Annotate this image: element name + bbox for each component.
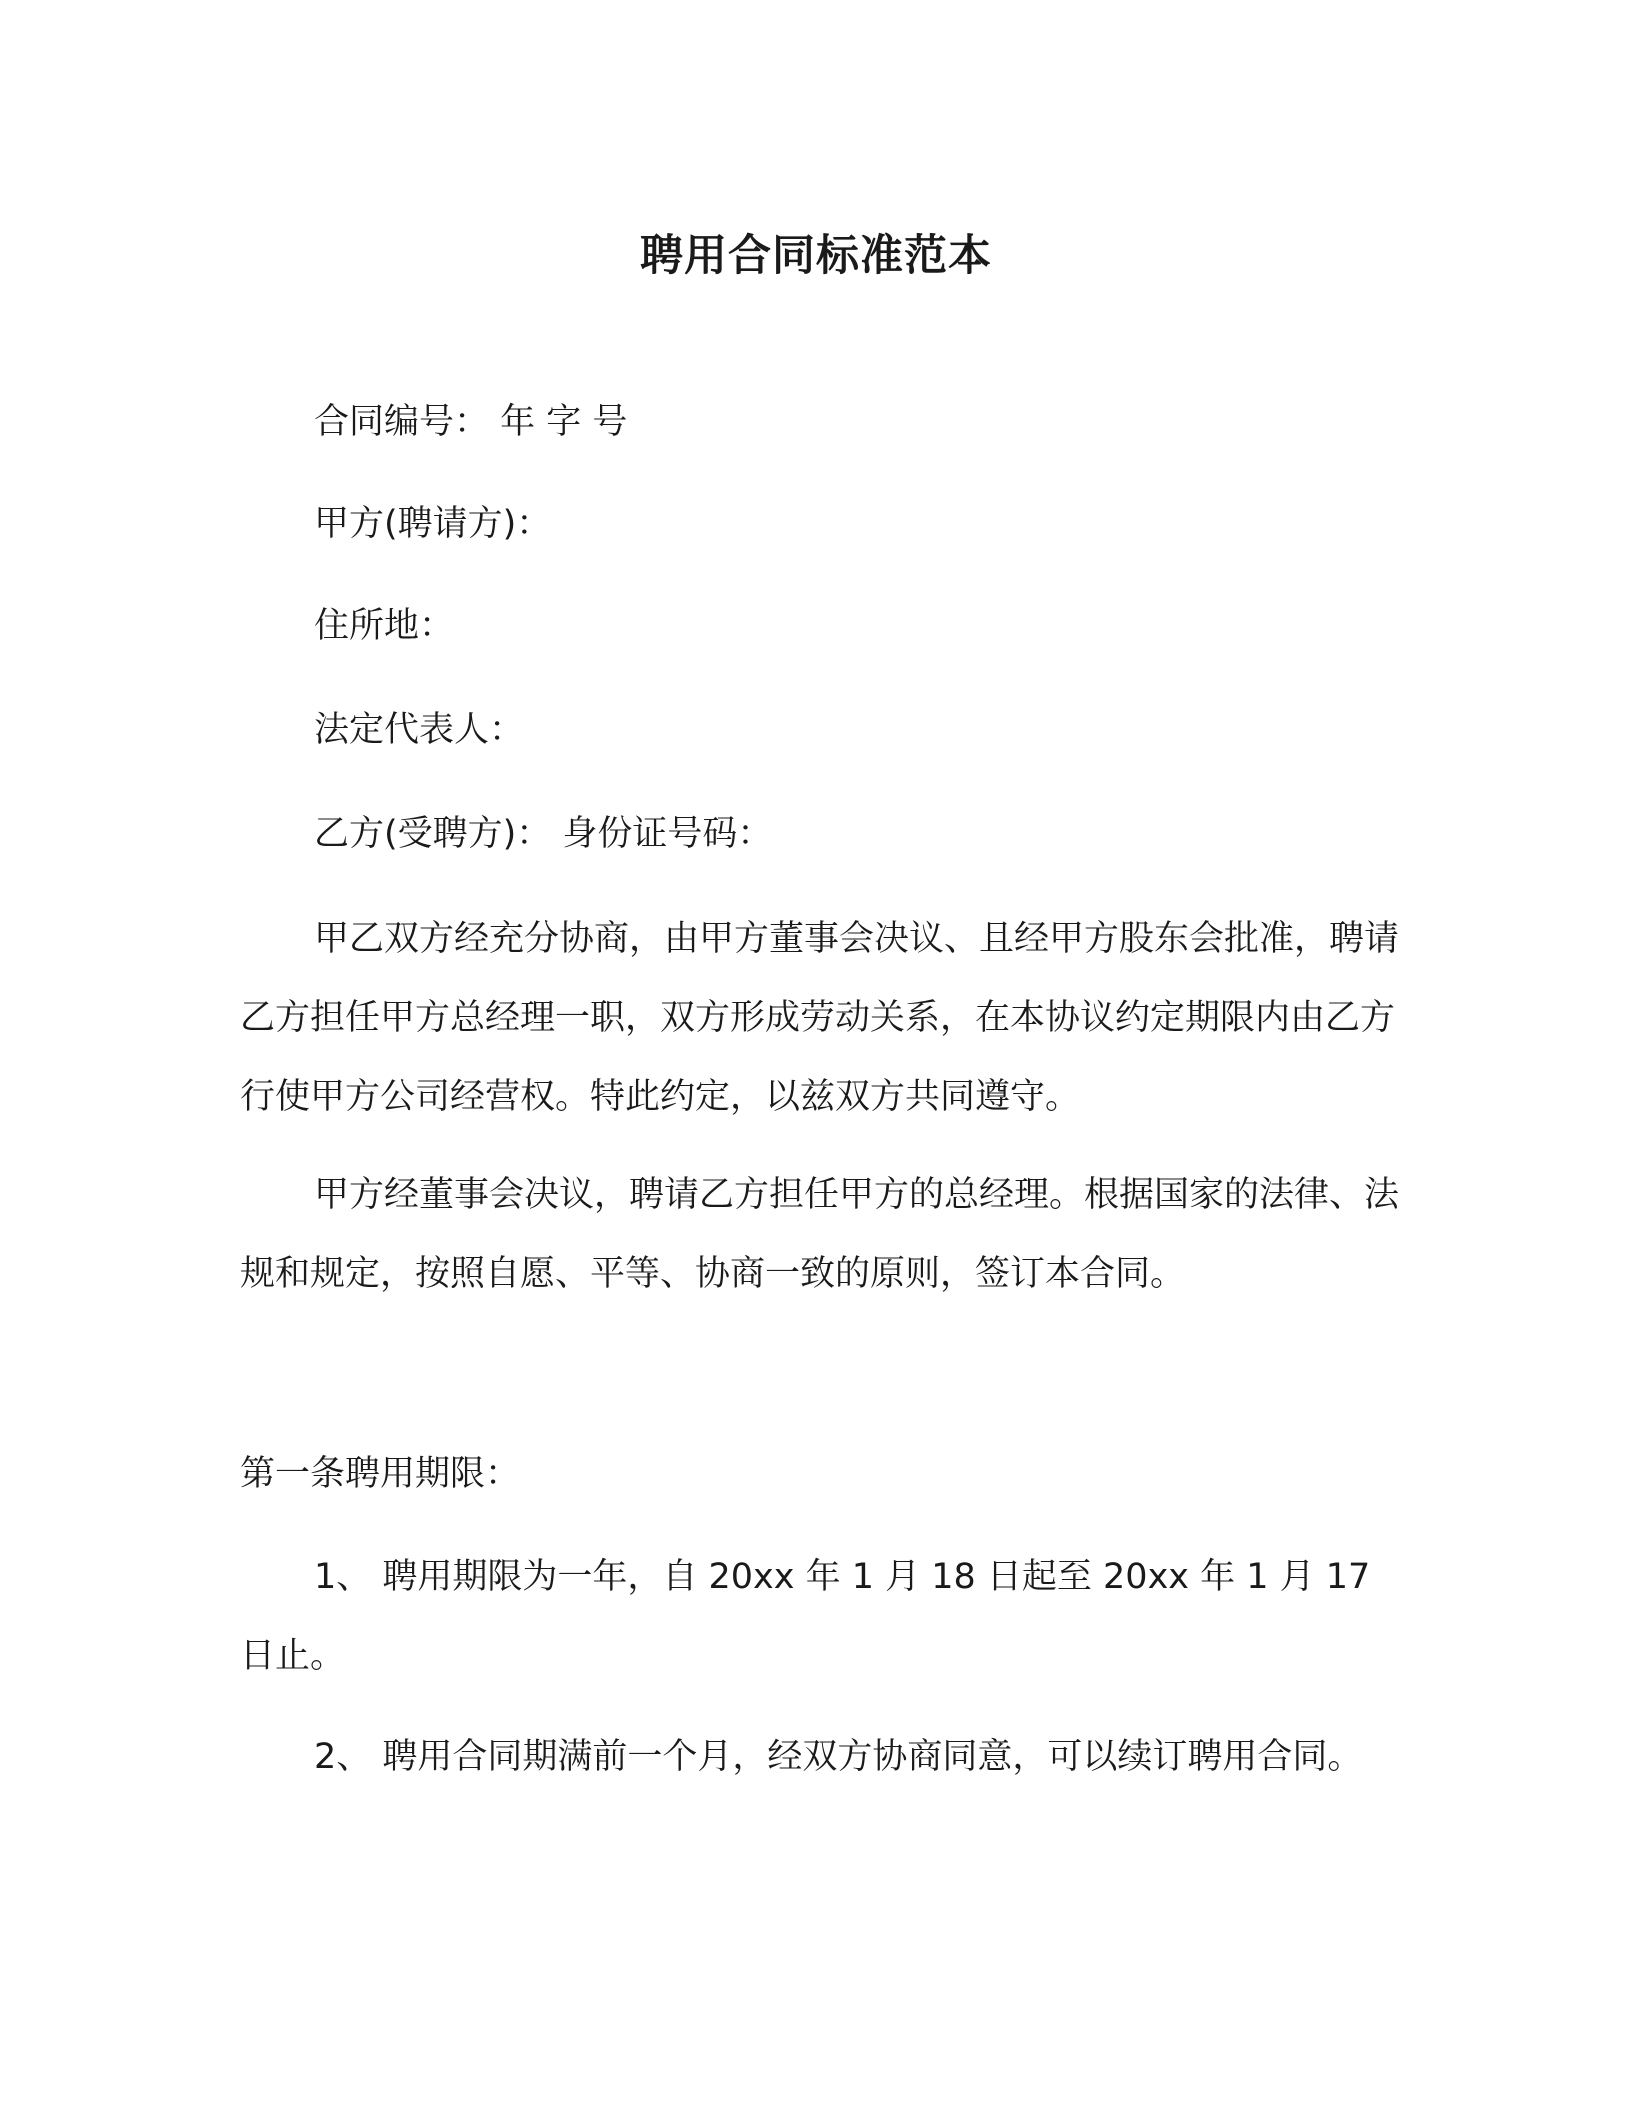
- address-field: 住所地：: [314, 606, 455, 646]
- article-1-item-2: 2、 聘用合同期满前一个月，经双方协商同意，可以续订聘用合同。: [314, 1737, 1363, 1777]
- agreement-paragraph-2: 甲方经董事会决议，聘请乙方担任甲方的总经理。根据国家的法律、法规和规定，按照自愿、平等、协商一致的原则，签订本合同。: [240, 1175, 1400, 1294]
- contract-number-field: 合同编号： 年 字 号: [314, 402, 628, 442]
- legal-representative-field: 法定代表人：: [314, 710, 525, 750]
- party-a-field: 甲方(聘请方)：: [314, 504, 552, 544]
- document-title: 聘用合同标准范本: [640, 231, 992, 281]
- article-1-item-1: 1、 聘用期限为一年，自 20xx 年 1 月 18 日起至 20xx 年 1 月 17 日止。: [240, 1557, 1371, 1676]
- agreement-paragraph-1: 甲乙双方经充分协商，由甲方董事会决议、且经甲方股东会批准，聘请乙方担任甲方总经理一职，双方形成劳动关系，在本协议约定期限内由乙方行使甲方公司经营权。特此约定，以兹双方共同遵守。: [240, 919, 1400, 1117]
- article-1-heading: 第一条聘用期限：: [240, 1454, 521, 1494]
- party-b-field: 乙方(受聘方)： 身份证号码：: [314, 814, 773, 854]
